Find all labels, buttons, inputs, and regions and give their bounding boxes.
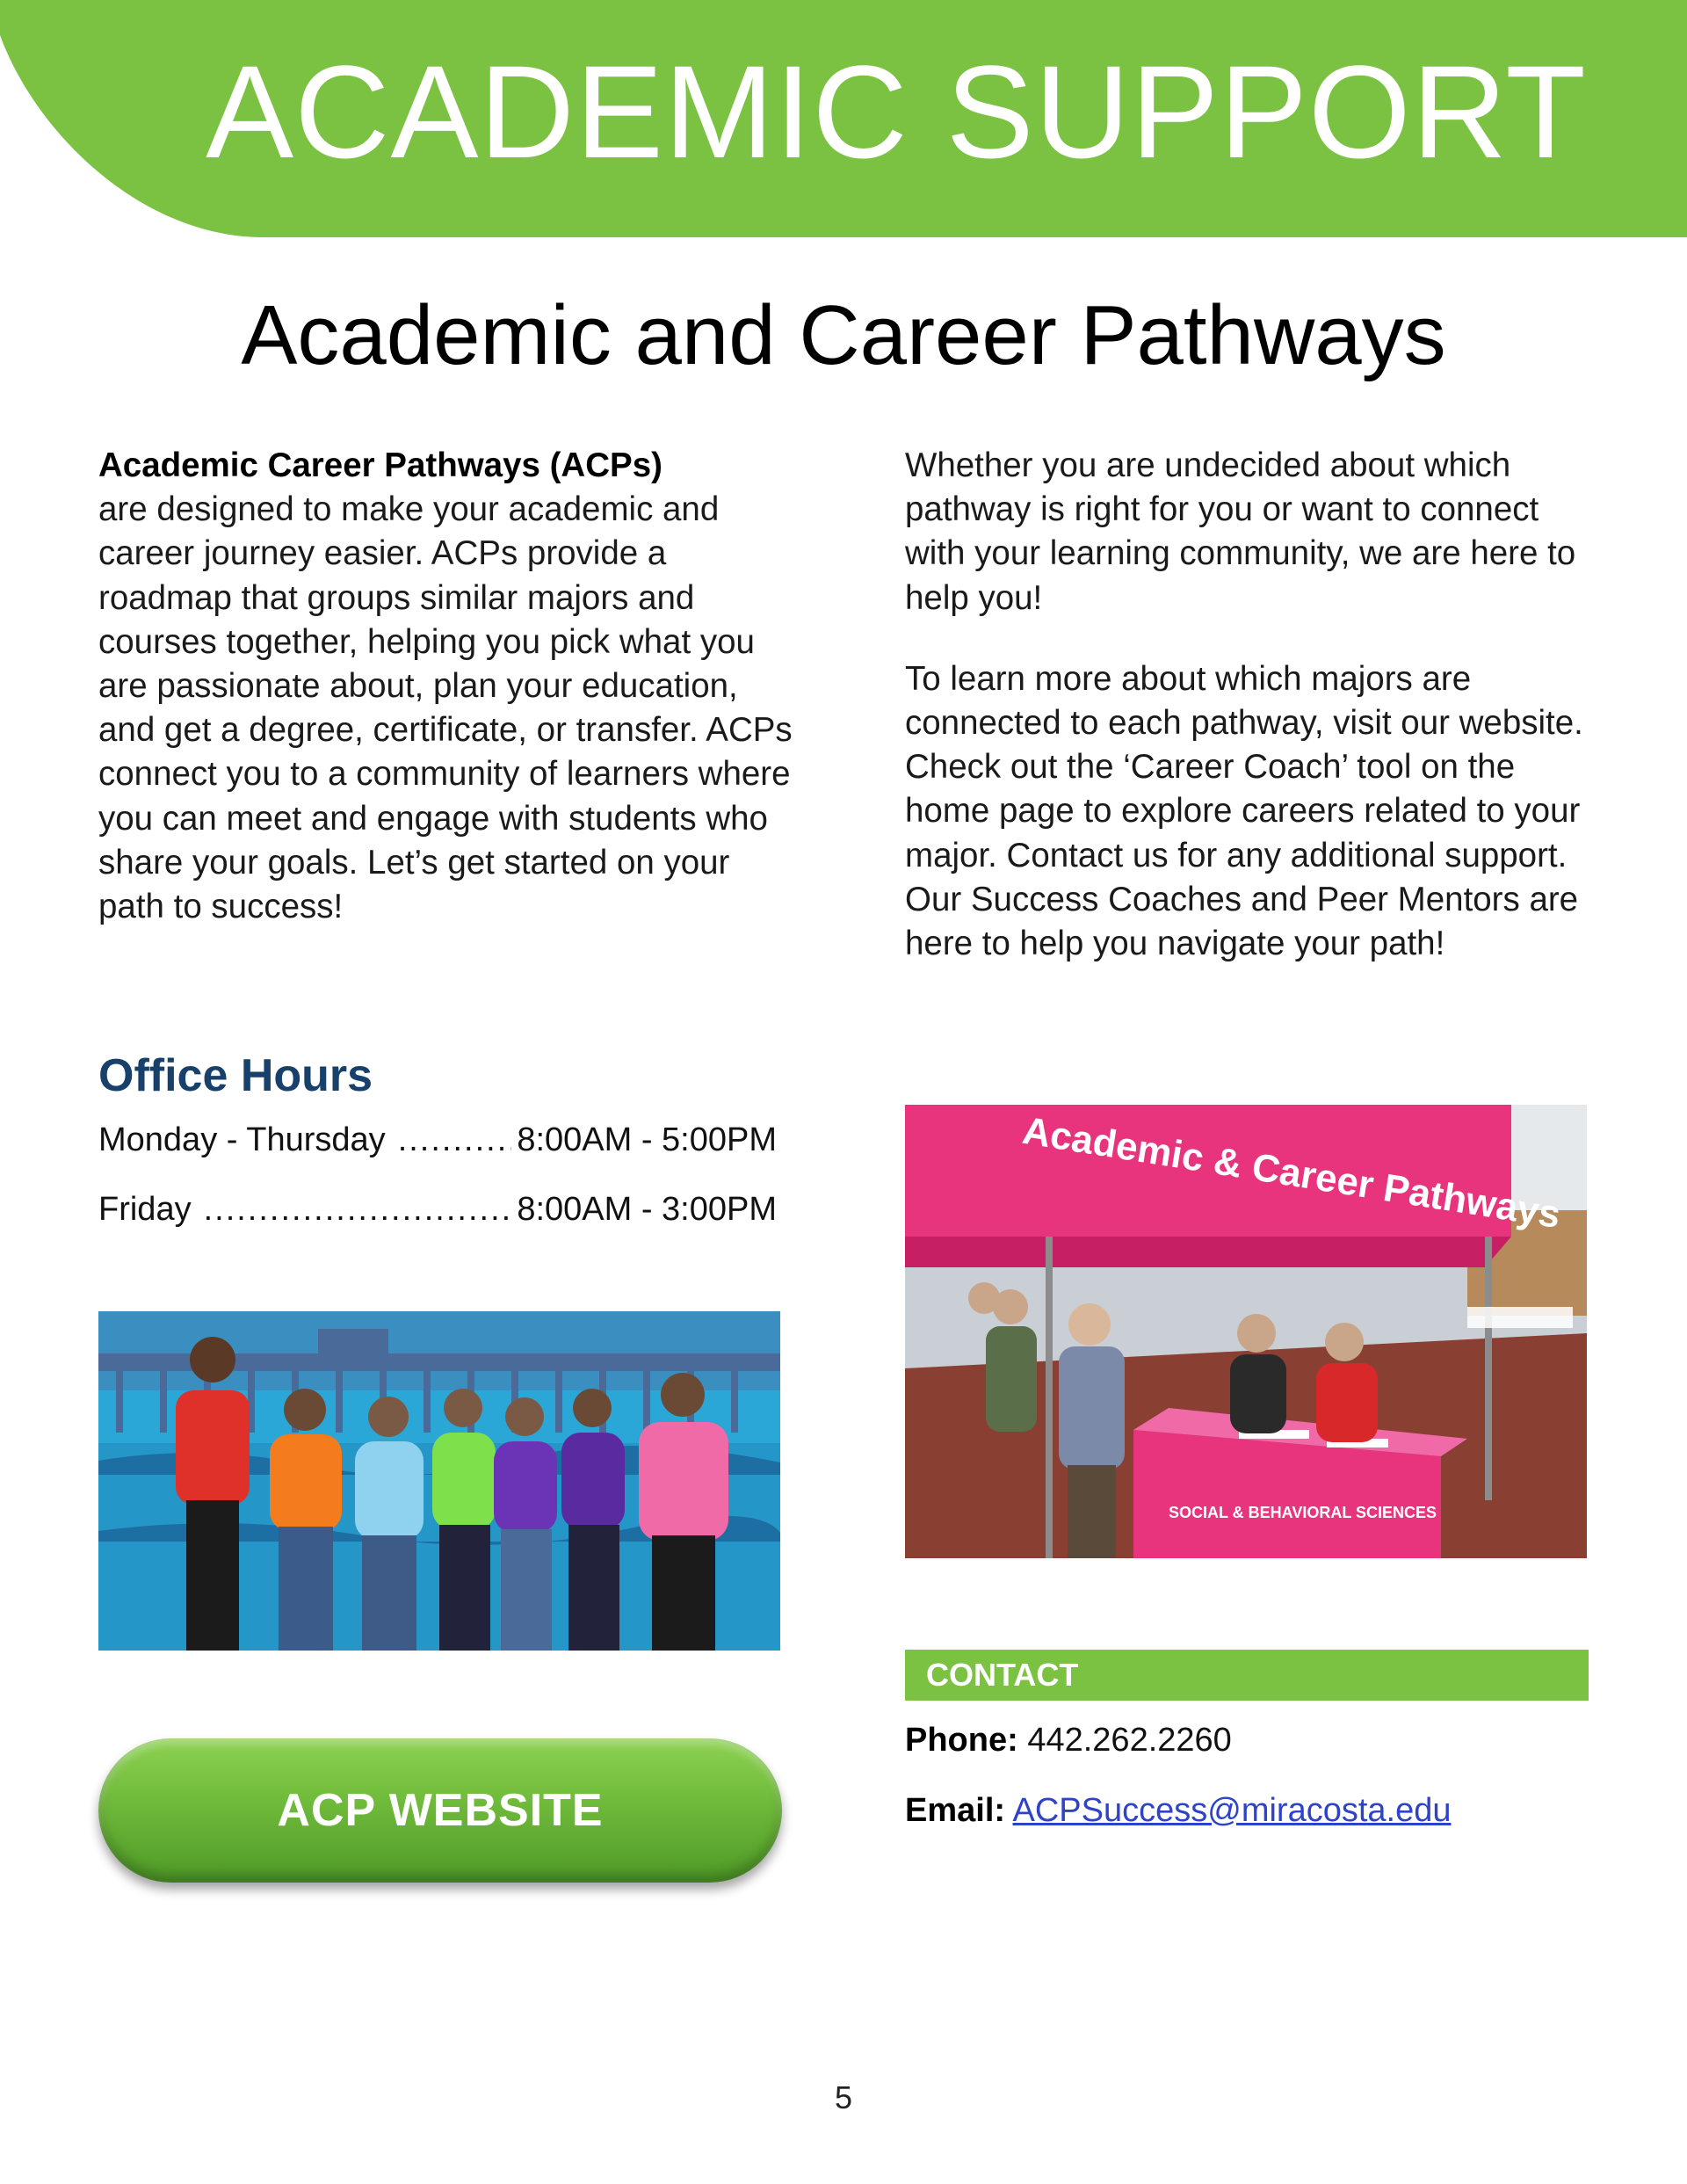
right-text: [905, 444, 1599, 966]
email-link[interactable]: ACPSuccess@miracosta.edu: [1012, 1792, 1452, 1829]
office-hours-heading: Office Hours: [98, 1050, 373, 1101]
email-label: Email:: [905, 1792, 1006, 1829]
phone-number: 442.262.2260: [1027, 1722, 1232, 1759]
event-photo: [905, 1105, 1587, 1558]
hours-row: [98, 1191, 777, 1238]
leader-dots: [398, 1121, 512, 1159]
right-paragraph-2: To learn more about which majors are connected to each pathway, visit our website. Check out the ‘Career Coach’ tool on the home page to explore careers related to your major. Contact us for any additional support. Our Success Coaches and Peer Mentors are here to help you navigate your path!: [905, 659, 1583, 963]
team-photo: [98, 1311, 780, 1651]
banner-title: ACADEMIC SUPPORT: [206, 38, 1587, 185]
contact-phone: [905, 1718, 1232, 1762]
hours-time: 8:00AM - 5:00PM: [517, 1121, 777, 1158]
intro-body: are designed to make your academic and career journey easier. ACPs provide a roadmap that groups similar majors and courses together, helping you pick what you are passionate about, plan your education, and get a degree, certificate, or transfer. ACPs connect you to a community of learners where you can meet and engage with students who share your goals. Let’s get started on your path to success!: [98, 490, 793, 926]
hours-days: Friday: [98, 1191, 192, 1228]
right-paragraph-1: Whether you are undecided about which pathway is right for you or want to connect with your learning community, we are here to help you!: [905, 446, 1576, 617]
hours-time: 8:00AM - 3:00PM: [517, 1191, 777, 1228]
page-number: 5: [834, 2079, 853, 2115]
intro-lead: Academic Career Pathways (ACPs): [98, 446, 662, 484]
phone-label: Phone:: [905, 1722, 1018, 1759]
hours-days: Monday - Thursday: [98, 1121, 386, 1158]
tent-sign-text: Academic & Career Pathways: [1019, 1108, 1564, 1237]
table-banner-text: SOCIAL & BEHAVIORAL SCIENCES: [1169, 1504, 1437, 1521]
contact-email: [905, 1789, 1452, 1832]
acp-website-button[interactable]: ACP WEBSITE: [98, 1738, 782, 1883]
hours-row: [98, 1121, 777, 1169]
page-title: Academic and Career Pathways: [241, 288, 1446, 382]
header-banner: [0, 0, 1687, 237]
intro-text: [98, 444, 793, 929]
contact-heading: CONTACT: [905, 1650, 1589, 1701]
leader-dots: [204, 1191, 512, 1229]
